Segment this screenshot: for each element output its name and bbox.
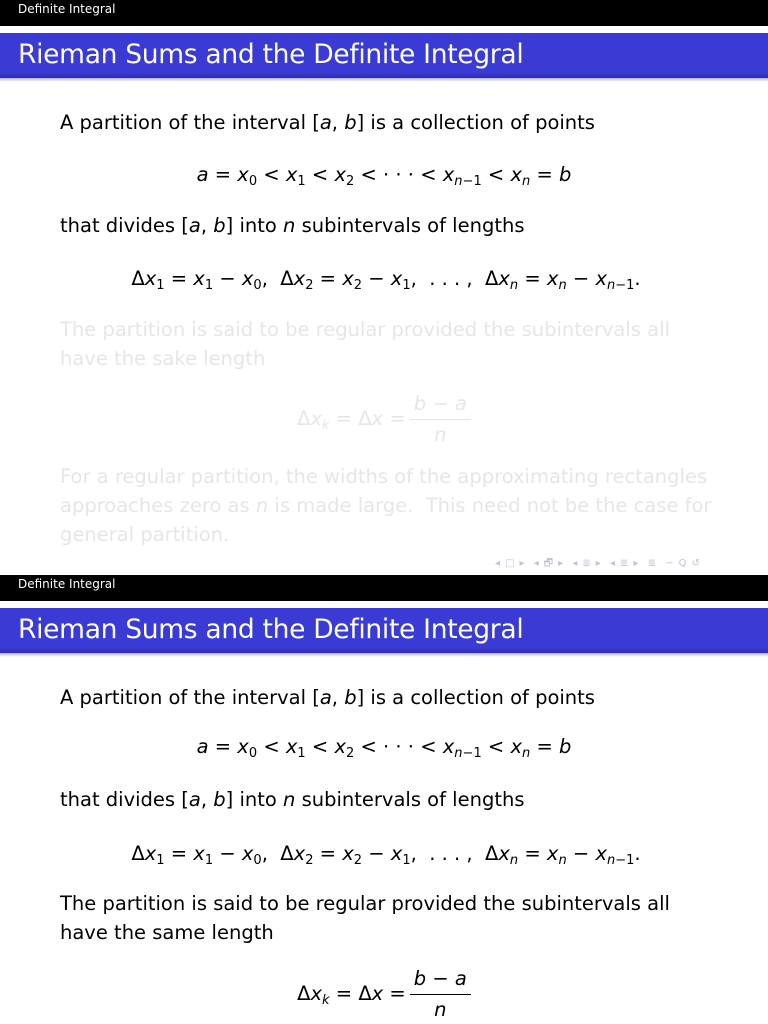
nav-refresh-icon[interactable]: ↺ [691,558,701,569]
equation-subinterval-lengths: $\Delta x_1 = x_1 - x_0$, $\Delta x_2 = x_2 - x_1$, . . . , $\Delta x_n = x_n - x_{n-1}$. [131,842,641,868]
nav-prev-subsection-icon[interactable]: ◂ [572,558,579,569]
paragraph-subintervals: that divides [a, b] into n subintervals of lengths [60,214,525,237]
frame-title: Rieman Sums and the Definite Integral [18,39,524,70]
beamer-navigation-bar[interactable] [495,556,765,570]
equation-partition-points: $a = x_0 < x_1 < x_2$ < · · · < $x_{n-1} < x_n = b$ [196,163,572,189]
nav-prev-section-icon[interactable]: ◂ [609,558,617,569]
frame-title-bar [0,33,768,78]
paragraph-widths-faded-line3: general partition. [60,523,230,546]
paragraph-regular-partition-line1: The partition is said to be regular provided the subintervals all [60,892,670,915]
nav-document-icon[interactable]: ≣ [647,558,658,569]
paragraph-regular-partition-faded-line2: have the sake length [60,347,266,370]
paragraph-widths-faded-line1: For a regular partition, the widths of the approximating rectangles [60,465,708,488]
nav-prev-slide-icon[interactable]: ◂ [495,558,502,569]
section-title: Definite Integral [18,577,116,591]
equation-partition-points: $a = x_0 < x_1 < x_2$ < · · · < $x_{n-1} < x_n = b$ [196,735,572,761]
nav-section-icon[interactable]: ≣ [620,558,630,569]
section-header-bar [0,575,768,601]
paragraph-widths-faded-line2: approaches zero as n is made large. This need not be the case for [60,494,712,517]
slide-2 [0,575,768,1024]
frame-title: Rieman Sums and the Definite Integral [18,614,524,645]
nav-next-section-icon[interactable]: ▸ [633,558,640,569]
paragraph-regular-partition-faded-line1: The partition is said to be regular provided the subintervals all [60,318,670,341]
nav-next-slide-icon[interactable]: ▸ [519,558,526,569]
equation-regular-length: $\Delta x_k = \Delta x$ = $\frac{b - a}{n}$ [0,967,768,1022]
paragraph-subintervals: that divides [a, b] into n subintervals of lengths [60,788,525,811]
paragraph-partition-definition: A partition of the interval [a, b] is a collection of points [60,686,595,709]
frame-title-bar [0,608,768,653]
nav-next-subsection-icon[interactable]: ▸ [595,558,602,569]
nav-search-icon[interactable]: Q [678,558,688,569]
paragraph-partition-definition: A partition of the interval [a, b] is a collection of points [60,111,595,134]
nav-back-icon[interactable]: ∽ [665,558,675,569]
nav-slide-icon[interactable]: □ [505,558,516,569]
nav-subsection-icon[interactable]: ≣ [582,558,592,569]
nav-prev-frame-icon[interactable]: ◂ [533,558,540,569]
equation-regular-length-faded: $\Delta x_k = \Delta x$ = $\frac{b - a}{n}$ [0,392,768,447]
nav-next-frame-icon[interactable]: ▸ [558,558,565,569]
nav-frame-icon[interactable]: 🗗 [543,558,555,569]
section-title: Definite Integral [18,2,116,16]
paragraph-regular-partition-line2: have the same length [60,921,274,944]
section-header-bar [0,0,768,26]
equation-subinterval-lengths: $\Delta x_1 = x_1 - x_0$, $\Delta x_2 = x_2 - x_1$, . . . , $\Delta x_n = x_n - x_{n-1}$. [131,267,641,293]
